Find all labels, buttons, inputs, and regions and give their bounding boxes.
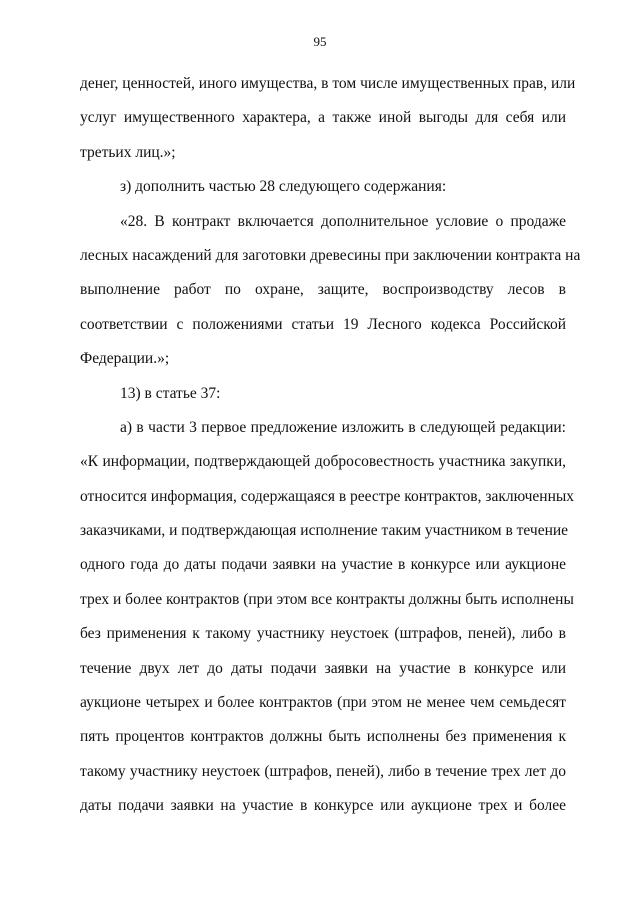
text-line: течение двух лет до даты подачи заявки на участие в конкурсе или	[80, 659, 566, 677]
text-line: относится информация, содержащаяся в реестре контрактов, заключенных	[80, 487, 575, 505]
text-line: трех и более контрактов (при этом все контракты должны быть исполнены	[80, 590, 574, 608]
text-line: денег, ценностей, иного имущества, в том числе имущественных прав, или	[80, 75, 576, 92]
text-line: 13) в статье 37:	[120, 384, 221, 402]
text-line: а) в части 3 первое предложение изложить в следующей редакции:	[120, 418, 566, 436]
text-line: услуг имущественного характера, а также иной выгоды для себя или	[80, 109, 566, 127]
text-line: одного года до даты подачи заявки на участие в конкурсе или аукционе	[80, 556, 566, 574]
text-line: соответствии с положениями статьи 19 Лесного кодекса Российской	[80, 315, 566, 333]
document-body	[80, 67, 581, 824]
text-line: «К информации, подтверждающей добросовестность участника закупки,	[80, 453, 566, 471]
text-line: третьих лиц.»;	[80, 143, 176, 161]
text-line: «28. В контракт включается дополнительное условие о продаже	[120, 212, 566, 230]
text-line: з) дополнить частью 28 следующего содержания:	[120, 178, 447, 196]
text-line: заказчиками, и подтверждающая исполнение таким участником в течение	[80, 522, 569, 540]
text-line: без применения к такому участнику неустоек (штрафов, пеней), либо в	[80, 625, 566, 643]
text-line: выполнение работ по охране, защите, воспроизводству лесов в	[80, 281, 566, 299]
text-line: Федерации.»;	[80, 350, 170, 368]
text-line: даты подачи заявки на участие в конкурсе или аукционе трех и более	[80, 797, 566, 815]
text-line: пять процентов контрактов должны быть исполнены без применения к	[80, 728, 566, 746]
text-line: лесных насаждений для заготовки древесины при заключении контракта на	[80, 246, 581, 264]
text-line: аукционе четырех и более контрактов (при этом не менее чем семьдесят	[80, 694, 566, 712]
text-line: такому участнику неустоек (штрафов, пеней), либо в течение трех лет до	[80, 762, 566, 780]
page-number: 95	[313, 34, 327, 49]
